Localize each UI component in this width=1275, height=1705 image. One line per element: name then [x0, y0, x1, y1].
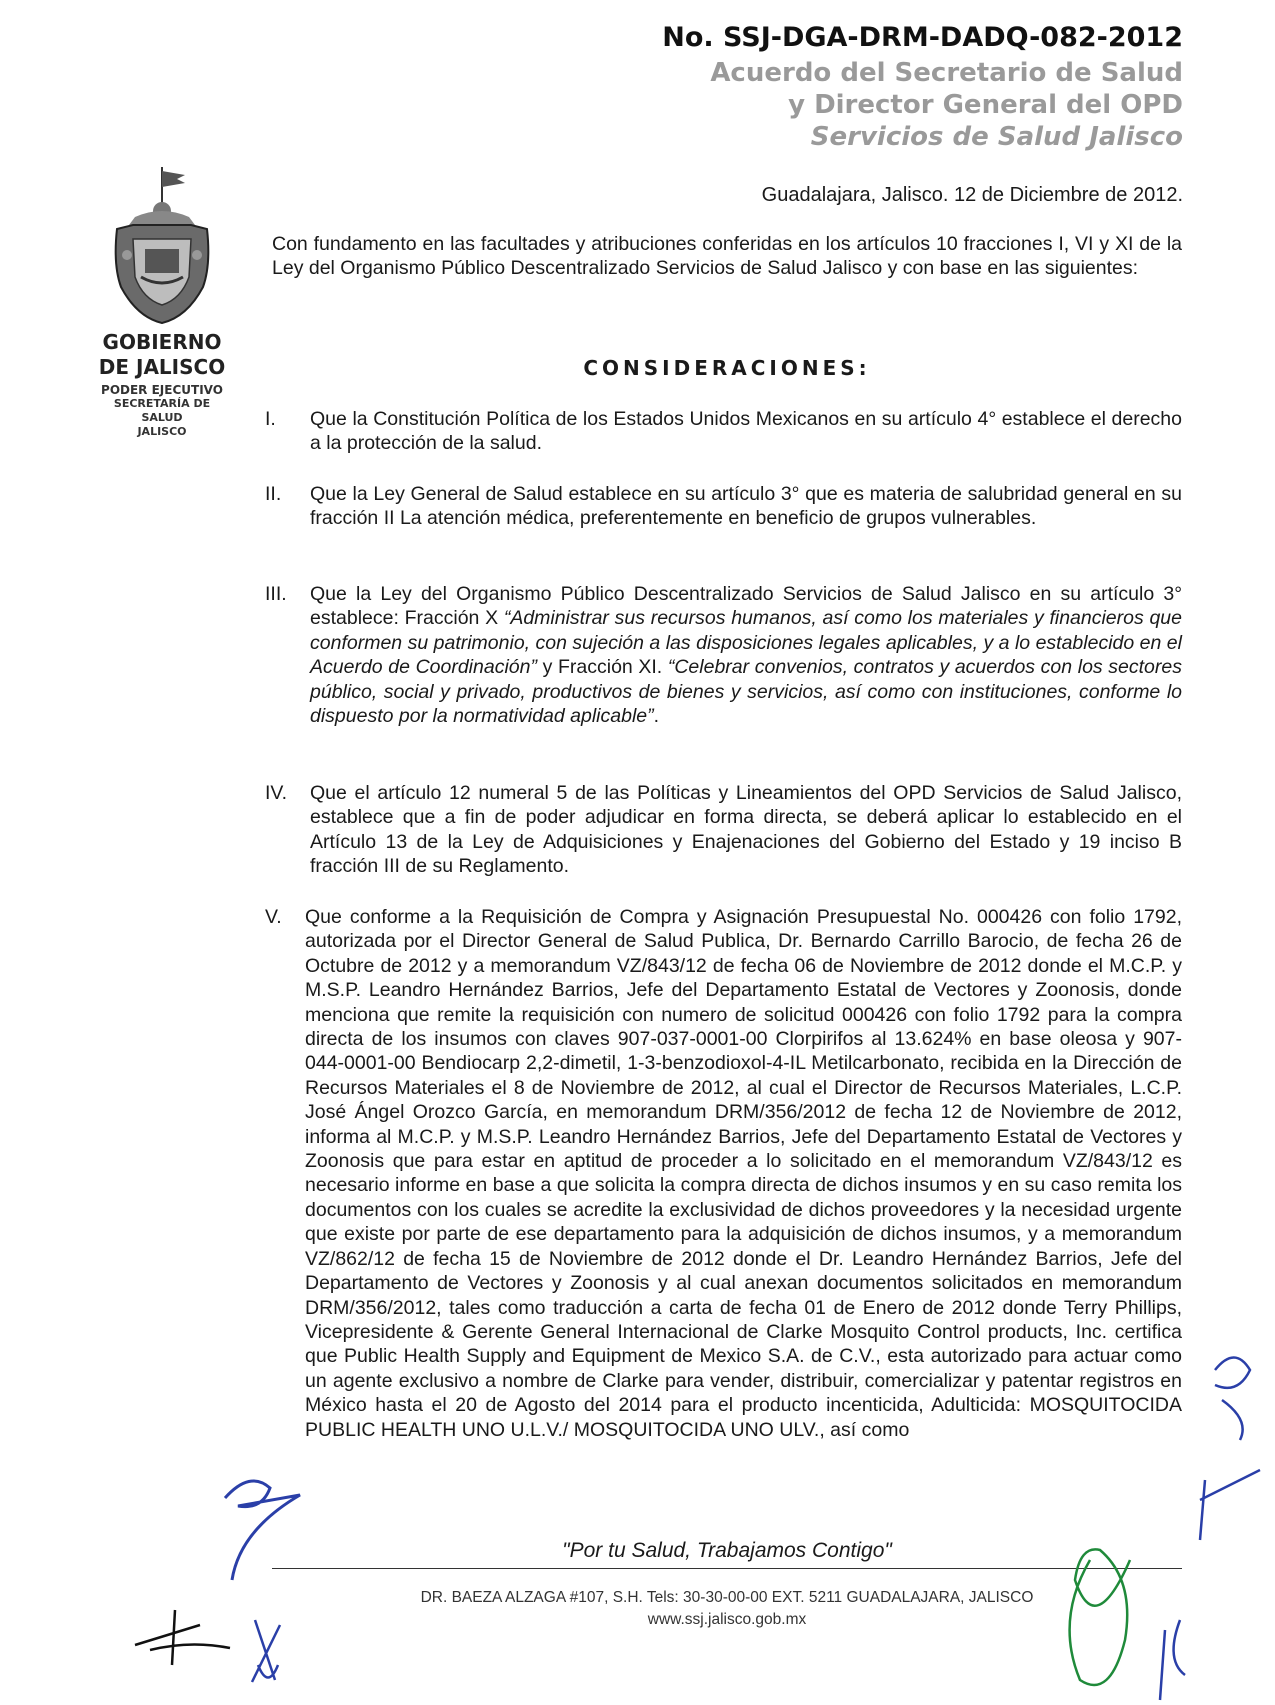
intro-paragraph: Con fundamento en las facultades y atribuciones conferidas en los artículos 10 fracciones I, VI y XI de la Ley del Organismo Público Descentralizado Servicios de Salud Jalisco y con base en las siguientes: [272, 233, 1182, 280]
item-number: II. [265, 483, 282, 505]
quoted-fraction-xi: “Celebrar convenios, contratos y acuerdos con los sectores público, social y privado, productivos de bienes y servicios, así como con instituciones, conforme lo dispuesto por la normatividad aplicable” [310, 656, 1182, 728]
item-number: III. [265, 583, 287, 605]
item-number: I. [265, 408, 276, 430]
consideration-item [265, 407, 1182, 456]
item-number: IV. [265, 782, 288, 804]
header-title-line-1: Acuerdo del Secretario de Salud [710, 58, 1183, 88]
jalisco-government-logo [92, 165, 232, 439]
consideration-item [265, 781, 1182, 879]
item-text: Que la Ley General de Salud establece en su artículo 3° que es materia de salubridad general en su fracción II La atención médica, preferentemente en beneficio de grupos vulnerables. [310, 483, 1182, 530]
footer-address: DR. BAEZA ALZAGA #107, S.H. Tels: 30-30-00-00 EXT. 5211 GUADALAJARA, JALISCO [420, 1589, 1034, 1606]
item-text-part: y Fracción XI. [536, 656, 668, 679]
black-signature-mark [135, 1610, 230, 1665]
document-number: No. SSJ-DGA-DRM-DADQ-082-2012 [662, 22, 1183, 53]
item-text [310, 582, 1182, 728]
header-title-line-2: y Director General del OPD [788, 90, 1183, 120]
coat-of-arms-icon [107, 165, 217, 330]
logo-text-salud: SALUD [141, 411, 183, 424]
logo-text-jalisco: JALISCO [137, 425, 187, 438]
consideration-item [265, 582, 1182, 728]
footer-slogan: "Por tu Salud, Trabajamos Contigo" [562, 1539, 892, 1562]
item-text: Que la Constitución Política de los Estados Unidos Mexicanos en su artículo 4° establece el derecho a la protección de la salud. [310, 408, 1182, 455]
item-text: Que conforme a la Requisición de Compra y Asignación Presupuestal No. 000426 con folio 1792, autorizada por el Director General de Salud Publica, Dr. Bernardo Carrillo Barocio, de fecha 26 de Octubre de 2012 y a memorandum VZ/843/12 de fecha 06 de Noviembre de 2012 donde el M.C.P. y M.S.P. Leandro Hernández Barrios, Jefe del Departamento Estatal de Vectores y Zoonosis, donde menciona que remite la requisición con numero de solicitud 000426 con folio 1792 para la compra directa de los insumos con claves 907-037-0001-00 Clorpirifos al 13.624% en base oleosa y 907-044-0001-00 Bendiocarp 2,2-dimetil, 1-3-benzodioxol-4-IL Metilcarbonato, recibida en la Dirección de Recursos Materiales el 8 de Noviembre de 2012, al cual el Director de Recursos Materiales, L.C.P. José Ángel Orozco García, en memorandum DRM/356/2012 de fecha 12 de Noviembre de 2012, informa al M.C.P. y M.S.P. Leandro Hernández Barrios, Jefe del Departamento Estatal de Vectores y Zoonosis que para estar en aptitud de proceder a lo solicitado en el memorandum VZ/843/12 es necesario informe en base a que solicita la compra directa de dichos insumos y en su caso remita los documentos con los cuales se acredite la exclusividad de dichos proveedores y la necesidad urgente que existe por parte de ese departamento para la adquisición de dichos insumos, y a memorandum VZ/862/12 de fecha 15 de Noviembre de 2012 donde el Dr. Leandro Hernández Barrios, Jefe del Departamento de Vectores y Zoonosis y al cual anexan documentos solicitados en memorandum DRM/356/2012, tales como traducción a carta de fecha 01 de Enero de 2012 donde Terry Phillips, Vicepresidente & Gerente General Internacional de Clarke Mosquito Control products, Inc. certifica que Public Health Supply and Equipment de Mexico S.A. de C.V., esta autorizado para actuar como un agente exclusivo a nombre de Clarke para vender, distribuir, comercializar y patentar registros en México hasta el 20 de Agosto del 2014 para el producto incenticida, Adulticida: MOSQUITOCIDA PUBLIC HEALTH UNO U.L.V./ MOSQUITOCIDA UNO ULV., así como [305, 906, 1182, 1441]
consideration-item [265, 905, 1182, 1442]
consideration-item [265, 482, 1182, 531]
quoted-fraction-x: “Administrar sus recursos humanos, así como los materiales y financieros que conformen su patrimonio, con sujeción a las disposiciones legales aplicables, y a lo establecido en el Acuerdo de Coordinación” [310, 607, 1182, 679]
item-text-part: Que la Ley del Organismo Público Descentralizado Servicios de Salud Jalisco en su artículo 3° establece: Fracción X [310, 583, 1182, 630]
footer-address-block [272, 1587, 1182, 1631]
blue-initial-mark-left [225, 1481, 300, 1580]
logo-text-gobierno: GOBIERNO [102, 330, 222, 354]
item-text-part: . [653, 705, 660, 728]
logo-text-secretaria: SECRETARÍA DE [113, 397, 211, 410]
place-date: Guadalajara, Jalisco. 12 de Diciembre de 2012. [761, 184, 1183, 206]
header-title-line-3: Servicios de Salud Jalisco [810, 122, 1183, 152]
footer-website: www.ssj.jalisco.gob.mx [647, 1611, 807, 1628]
item-text: Que el artículo 12 numeral 5 de las Políticas y Lineamientos del OPD Servicios de Salud Jalisco, establece que a fin de poder adjudicar en forma directa, se deberá aplicar lo establecido en el Artículo 13 de la Ley de Adquisiciones y Enajenaciones del Gobierno del Estado y 19 inciso B fracción III de su Reglamento. [310, 782, 1182, 878]
item-number: V. [265, 906, 282, 928]
logo-text-poder-ejecutivo: PODER EJECUTIVO [101, 383, 223, 397]
section-heading: CONSIDERACIONES: [583, 356, 871, 380]
footer-divider [272, 1568, 1182, 1569]
logo-text-de-jalisco: DE JALISCO [98, 355, 226, 379]
